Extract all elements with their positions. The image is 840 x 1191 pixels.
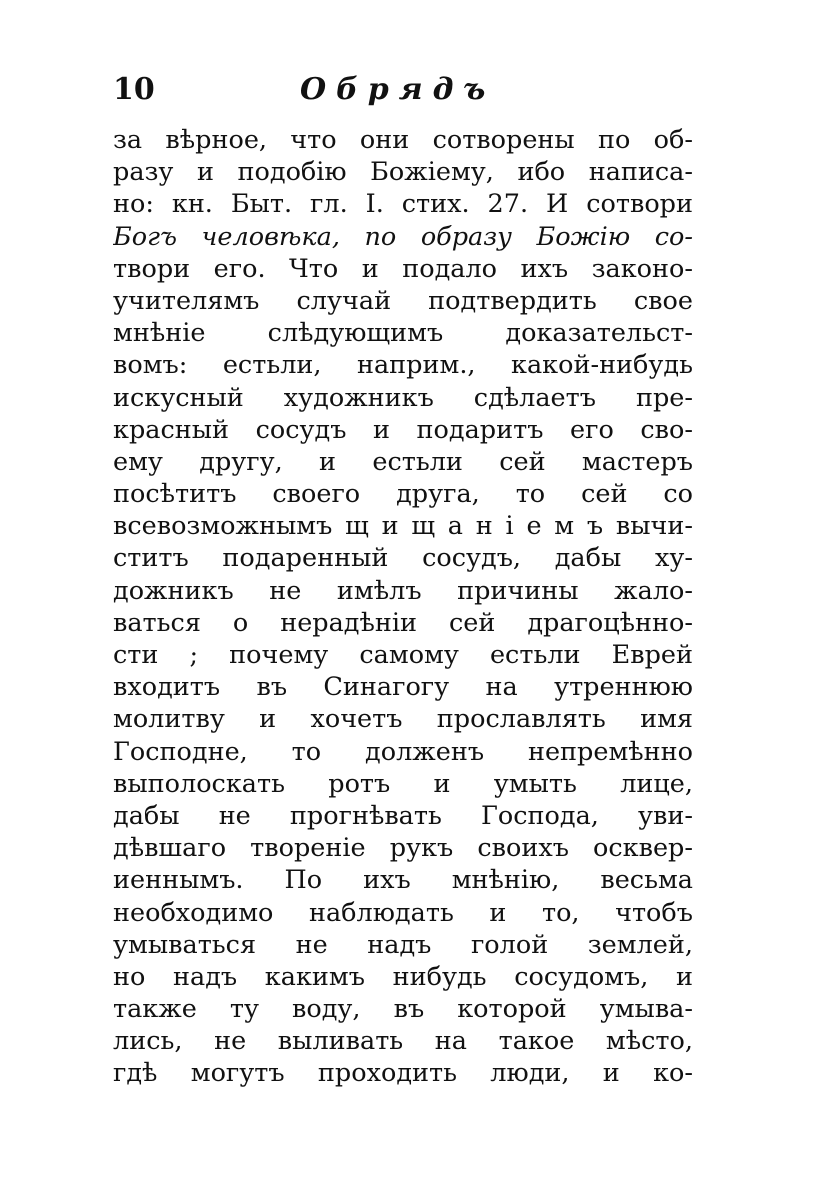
text-line: Господне, то долженъ непремѣнно [113, 736, 693, 767]
text-line: ститъ подаренный сосудъ, дабы ху- [113, 543, 693, 574]
text-line: также ту воду, въ которой умыва- [113, 994, 693, 1025]
text-line: искусный художникъ сдѣлаетъ пре- [113, 382, 693, 413]
text-line: иеннымъ. По ихъ мнѣнію, весьма [113, 865, 693, 896]
text-line: ваться о нерадѣніи сей драгоцѣнно- [113, 607, 693, 638]
text-line: разу и подобію Божіему, ибо написа- [113, 157, 693, 188]
text-line: сти ; почему самому естьли Еврей [113, 640, 693, 670]
text-line: учителямъ случай подтвердить свое [113, 285, 693, 316]
text-line: посѣтитъ своего друга, то сей со [113, 479, 693, 510]
text-line: выполоскать ротъ и умыть лице, [113, 768, 693, 799]
text-line: за вѣрное, что они сотворены по об- [113, 125, 693, 155]
text-line: умываться не надъ голой землей, [113, 929, 693, 960]
text-line: гдѣ могутъ проходить люди, и ко- [113, 1058, 693, 1089]
text-line: лись, не выливать на такое мѣсто, [113, 1026, 693, 1057]
page-header [113, 70, 713, 120]
page-number: 10 [113, 72, 155, 107]
body-text [113, 124, 693, 1090]
running-head: Обрядъ [300, 72, 496, 107]
text-line: но: кн. Быт. гл. I. стих. 27. И сотвори [113, 189, 693, 220]
text-line: ему другу, и естьли сей мастеръ [113, 446, 693, 477]
text-line: вомъ: естьли, наприм., какой-нибудь [113, 350, 693, 381]
text-line: мнѣніе слѣдующимъ доказательст- [113, 318, 693, 349]
text-line: необходимо наблюдать и то, чтобъ [113, 897, 693, 928]
text-line: дѣвшаго твореніе рукъ своихъ осквер- [113, 833, 693, 864]
text-line: красный сосудъ и подаритъ его сво- [113, 414, 693, 445]
text-line: но надъ какимъ нибудь сосудомъ, и [113, 961, 693, 992]
text-line: всевозможнымъ щ и щ а н і е м ъ вычи- [113, 511, 693, 542]
text-line: входитъ въ Синагогу на утреннюю [113, 672, 693, 703]
text-line: дабы не прогнѣвать Господа, уви- [113, 800, 693, 831]
text-line: твори его. Что и подало ихъ законо- [113, 253, 693, 284]
text-line: молитву и хочетъ прославлять имя [113, 704, 693, 735]
text-line: Богъ человѣка, по образу Божію со- [113, 221, 693, 252]
text-line: дожникъ не имѣлъ причины жало- [113, 575, 693, 606]
